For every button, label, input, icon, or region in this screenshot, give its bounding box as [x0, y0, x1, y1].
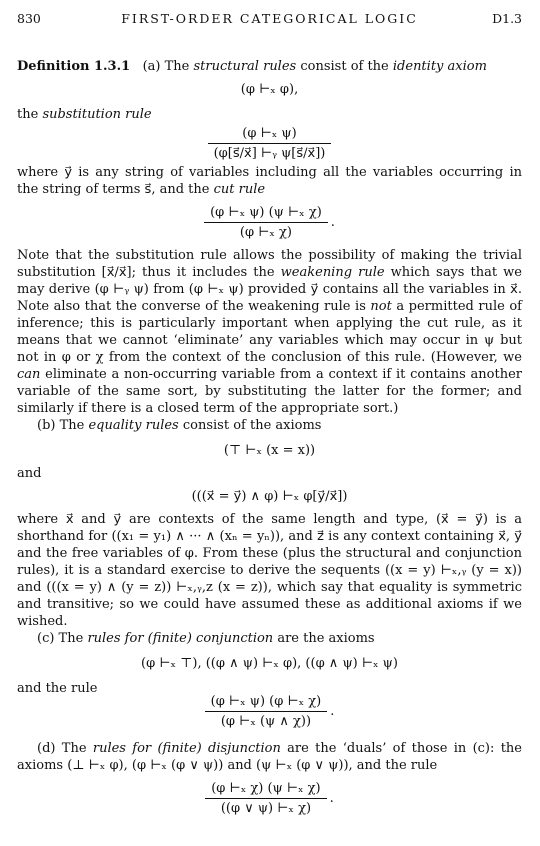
conjunction-fraction — [205, 693, 328, 730]
cut-premises: (φ ⊢ₓ ψ) (ψ ⊢ₓ χ) — [204, 204, 328, 223]
cut-conclusion: (φ ⊢ₓ χ) — [239, 225, 292, 240]
substitution-intro: the substitution rule — [17, 107, 152, 122]
substitution-fraction — [208, 125, 332, 162]
substitution-conclusion: (φ[s⃗/x⃗] ⊢ᵧ ψ[s⃗/x⃗]) — [213, 146, 326, 161]
part-d-paragraph: (d) The rules for (finite) disjunction are the ‘duals’ of those in (c): the axioms (⊥ ⊢ₓ φ), (φ ⊢ₓ (φ ∨ ψ)) and (ψ ⊢ₓ (φ ∨ ψ)), and the rule — [17, 741, 522, 773]
where-xy-paragraph: where x⃗ and y⃗ are contexts of the same length and type, (x⃗ = y⃗) is a shorthand for ((x₁ = y₁) ∧ ··· ∧ (xₙ = yₙ)), and z⃗ is any context containing x⃗, y⃗ and the free variables of φ. From these (plus the structural and conjunction rules), it is a standard exercise to derive the sequents ((x = y) ⊢ₓ,ᵧ (y = x)) and (((x = y) ∧ (y = z)) ⊢ₓ,ᵧ,z (x = z)), which say that equality is symmetric and transitive; so we could have assumed these as additional axioms if we wished. — [17, 512, 522, 629]
conjunction-axioms: (φ ⊢ₓ ⊤), ((φ ∧ ψ) ⊢ₓ φ), ((φ ∧ ψ) ⊢ₓ ψ) — [141, 656, 398, 671]
where-y-paragraph: where y⃗ is any string of variables including all the variables occurring in the string of terms s⃗, and the cut rule — [17, 165, 522, 197]
term-substitution-rule: substitution rule — [42, 107, 152, 122]
term-identity-axiom: identity axiom — [392, 59, 487, 74]
substitution-premise: (φ ⊢ₓ ψ) — [208, 125, 332, 144]
part-c-intro: (c) The rules for (finite) conjunction are the axioms — [37, 631, 375, 646]
running-title: FIRST-ORDER CATEGORICAL LOGIC — [121, 11, 418, 26]
note-paragraph: Note that the substitution rule allows the possibility of making the trivial substitution [x⃗/x⃗]; thus it includes the weakening rule which says that we may derive (φ ⊢ᵧ ψ) from (φ ⊢ₓ ψ) provided y⃗ contains all the variables in x⃗. Note also that the converse of the weakening rule is not a permitted rule of inference; this is particularly important when applying the cut rule, as it means that we cannot ‘eliminate’ any variables which may occur in ψ but not in φ or χ from the context of the conclusion of this rule. (However, we can eliminate a non-occurring variable from a context if it contains another variable of the same sort, by substituting the latter for the former; and similarly if there is a closed term of the appropriate sort.) — [17, 248, 522, 416]
term-conjunction-rules: rules for (finite) conjunction — [87, 631, 274, 646]
part-b-intro: (b) The equality rules consist of the axioms — [37, 418, 322, 433]
identity-formula: (φ ⊢ₓ φ), — [240, 82, 299, 97]
substitution-rule — [17, 125, 522, 162]
page-number: 830 — [17, 11, 41, 26]
disjunction-premises: (φ ⊢ₓ χ) (ψ ⊢ₓ χ) — [205, 780, 326, 799]
disjunction-conclusion: ((φ ∨ ψ) ⊢ₓ χ) — [220, 801, 312, 816]
cut-rule — [17, 204, 522, 241]
book-page — [17, 8, 522, 819]
definition-heading: Definition 1.3.1 (a) The structural rules consist of the identity axiom — [17, 59, 487, 74]
conjunction-rule — [17, 693, 522, 730]
running-header — [17, 8, 522, 32]
term-equality-rules: equality rules — [88, 418, 179, 433]
disjunction-period: . — [329, 791, 334, 806]
term-weakening-rule: weakening rule — [280, 265, 385, 280]
emphasis-can: can — [17, 367, 41, 382]
emphasis-not: not — [370, 299, 392, 314]
conjunction-conclusion: (φ ⊢ₓ (ψ ∧ χ)) — [220, 714, 312, 729]
conjunction-premises: (φ ⊢ₓ ψ) (φ ⊢ₓ χ) — [205, 693, 328, 712]
definition-label: Definition 1.3.1 — [17, 59, 131, 74]
and-connector: and — [17, 466, 42, 481]
cut-period: . — [330, 215, 335, 230]
and-the-rule-c: and the rule — [17, 681, 98, 696]
term-cut-rule: cut rule — [213, 182, 266, 197]
cut-fraction — [204, 204, 328, 241]
conjunction-period: . — [330, 704, 335, 719]
term-structural-rules: structural rules — [193, 59, 297, 74]
equality-axiom-reflexive: (⊤ ⊢ₓ (x = x)) — [223, 443, 316, 458]
disjunction-fraction — [205, 780, 326, 817]
disjunction-rule — [17, 780, 522, 817]
page-body — [17, 32, 522, 817]
equality-axiom-substitution: (((x⃗ = y⃗) ∧ φ) ⊢ₓ φ[y⃗/x⃗]) — [191, 489, 348, 504]
section-label: D1.3 — [492, 11, 522, 26]
term-disjunction-rules: rules for (finite) disjunction — [92, 741, 281, 756]
